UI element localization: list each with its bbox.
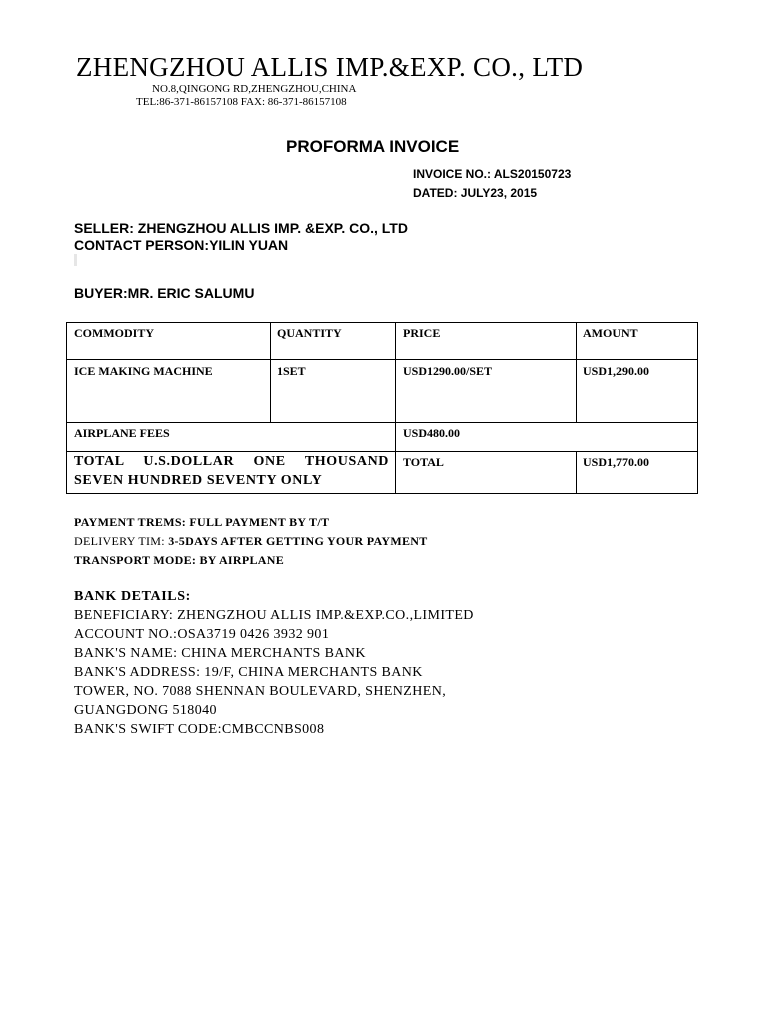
table-rule	[270, 323, 271, 422]
header-amount: AMOUNT	[583, 326, 638, 340]
contact-person-line: CONTACT PERSON:YILIN YUAN	[74, 237, 289, 253]
fees-label: AIRPLANE FEES	[74, 426, 170, 440]
header-commodity: COMMODITY	[74, 326, 154, 340]
table-rule	[395, 323, 396, 493]
company-address: NO.8,QINGONG RD,ZHENGZHOU,CHINA	[152, 83, 357, 95]
table-rule	[576, 451, 577, 493]
document-title: PROFORMA INVOICE	[286, 137, 460, 156]
bank-details-heading: BANK DETAILS:	[74, 589, 191, 604]
total-label: TOTAL	[403, 455, 444, 469]
bank-address-line-2: TOWER, NO. 7088 SHENNAN BOULEVARD, SHENZHEN,	[74, 684, 447, 699]
invoice-number: INVOICE NO.: ALS20150723	[413, 167, 572, 181]
table-rule	[67, 422, 697, 423]
bank-address-line-3: GUANGDONG 518040	[74, 703, 217, 718]
item-amount: USD1,290.00	[583, 364, 650, 378]
transport-mode: TRANSPORT MODE: BY AIRPLANE	[74, 553, 285, 567]
item-quantity: 1SET	[277, 364, 306, 378]
delivery-terms-value: 3-5DAYS AFTER GETTING YOUR PAYMENT	[164, 534, 428, 548]
payment-terms: PAYMENT TREMS: FULL PAYMENT BY T/T	[74, 515, 330, 529]
item-price: USD1290.00/SET	[403, 364, 493, 378]
faint-mark	[74, 254, 77, 266]
bank-address-line-1: BANK'S ADDRESS: 19/F, CHINA MERCHANTS BANK	[74, 665, 423, 680]
table-rule	[67, 359, 697, 360]
table-rule	[576, 323, 577, 422]
invoice-date: DATED: JULY23, 2015	[413, 186, 538, 200]
total-in-words: TOTAL U.S.DOLLAR ONE THOUSAND SEVEN HUNDRED SEVENTY ONLY	[74, 454, 389, 488]
fees-value: USD480.00	[403, 426, 461, 440]
company-contact: TEL:86-371-86157108 FAX: 86-371-86157108	[136, 96, 347, 108]
buyer-line: BUYER:MR. ERIC SALUMU	[74, 285, 255, 301]
delivery-terms-label: DELIVERY TIM:	[74, 534, 165, 548]
bank-swift-code: BANK'S SWIFT CODE:CMBCCNBS008	[74, 722, 325, 737]
bank-beneficiary: BENEFICIARY: ZHENGZHOU ALLIS IMP.&EXP.CO.,LIMITED	[74, 608, 474, 623]
bank-name: BANK'S NAME: CHINA MERCHANTS BANK	[74, 646, 366, 661]
company-name: ZHENGZHOU ALLIS IMP.&EXP. CO., LTD	[76, 52, 584, 82]
invoice-table	[66, 322, 698, 494]
delivery-terms	[74, 534, 428, 549]
total-amount: USD1,770.00	[583, 455, 650, 469]
item-commodity: ICE MAKING MACHINE	[74, 364, 213, 378]
header-price: PRICE	[403, 326, 441, 340]
header-quantity: QUANTITY	[277, 326, 342, 340]
bank-account-number: ACCOUNT NO.:OSA3719 0426 3932 901	[74, 627, 330, 642]
seller-line: SELLER: ZHENGZHOU ALLIS IMP. &EXP. CO., LTD	[74, 220, 408, 236]
